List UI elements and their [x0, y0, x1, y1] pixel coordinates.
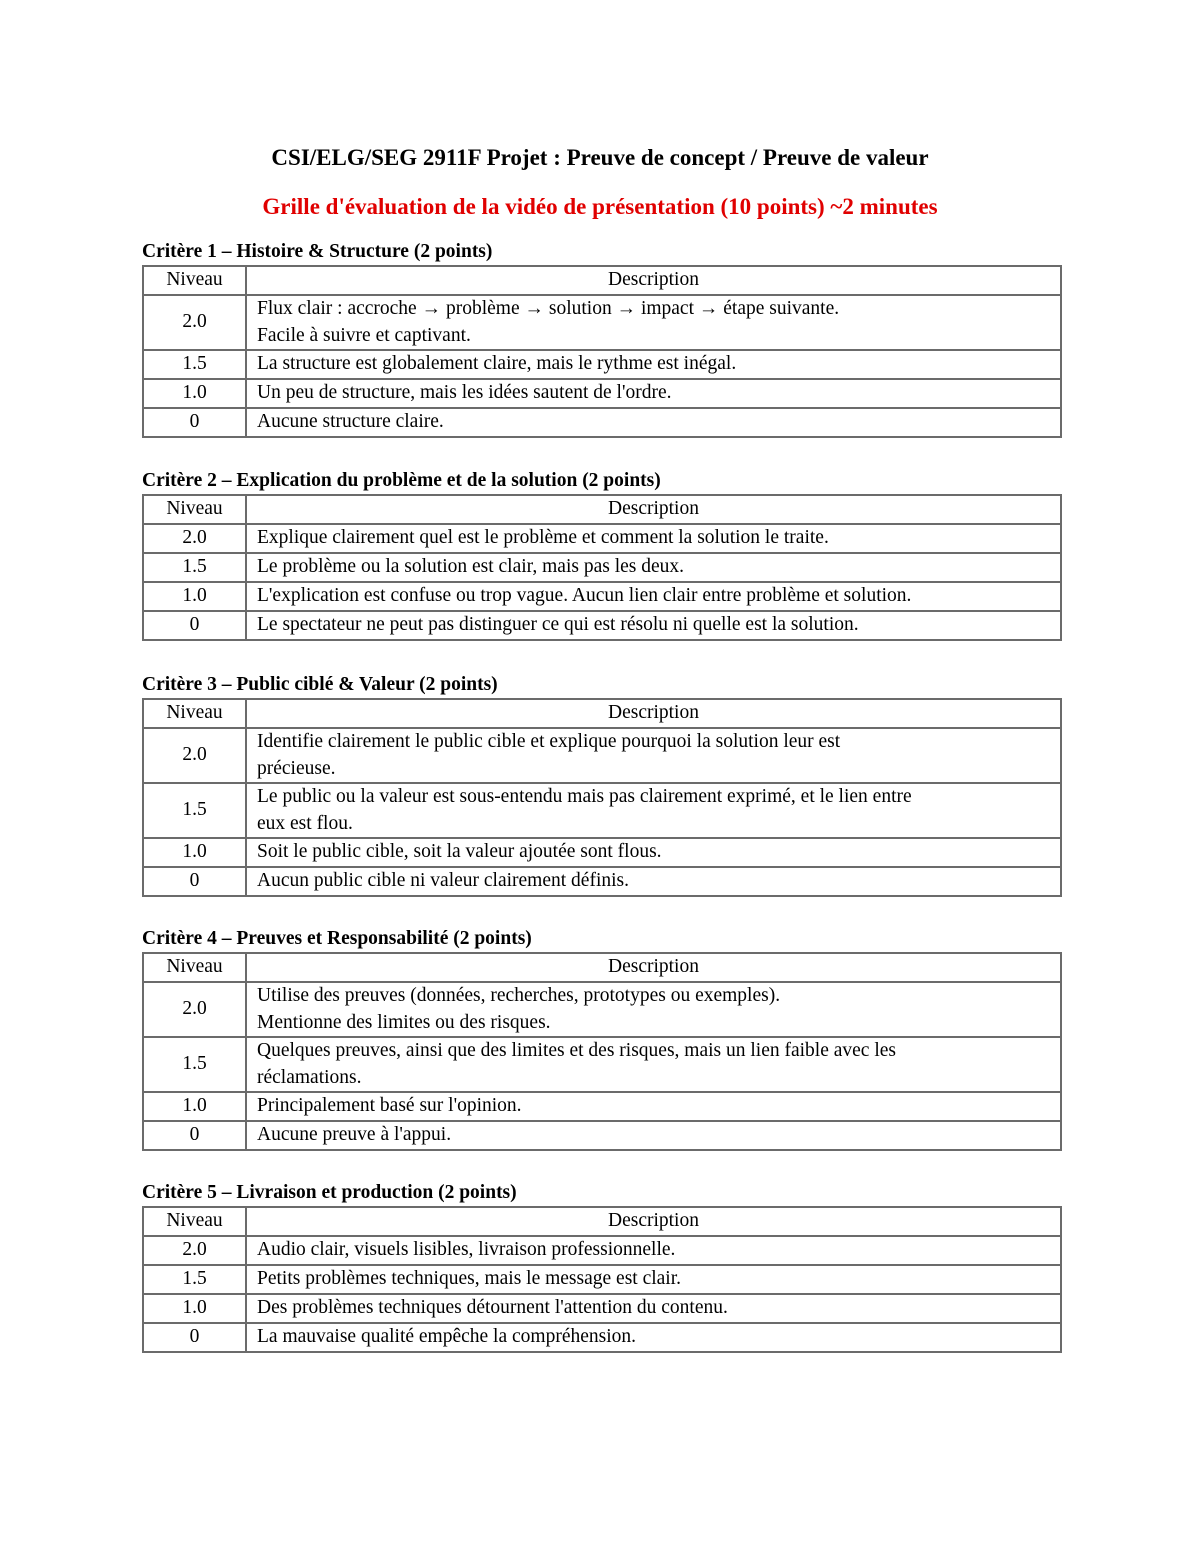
- description-cell: [246, 1121, 1061, 1150]
- rubric-table: [142, 494, 1062, 641]
- rubric-table: [142, 698, 1062, 897]
- description-cell: [246, 867, 1061, 896]
- criterion-heading: Critère 2 – Explication du problème et de la solution (2 points): [142, 470, 661, 491]
- document-subtitle: Grille d'évaluation de la vidéo de présentation (10 points) ~2 minutes: [262, 194, 938, 219]
- description-line: Aucun public cible ni valeur clairement définis.: [257, 870, 629, 892]
- rubric-table: [142, 952, 1062, 1151]
- table-header-row: [143, 953, 1061, 982]
- column-header-level: Niveau: [143, 266, 246, 295]
- description-cell: [246, 838, 1061, 867]
- level-cell: 2.0: [143, 1236, 246, 1265]
- level-cell: 1.0: [143, 379, 246, 408]
- description-cell: [246, 295, 1061, 350]
- level-cell: 1.0: [143, 838, 246, 867]
- column-header-description: Description: [246, 1207, 1061, 1236]
- level-cell: 1.5: [143, 350, 246, 379]
- criterion-1: [142, 239, 1060, 438]
- table-row: [143, 1037, 1061, 1092]
- column-header-description: Description: [246, 699, 1061, 728]
- description-line: eux est flou.: [257, 812, 353, 834]
- description-line: Le problème ou la solution est clair, mais pas les deux.: [257, 556, 685, 578]
- table-row: [143, 295, 1061, 350]
- description-line: Un peu de structure, mais les idées sautent de l'ordre.: [257, 382, 672, 404]
- description-cell: [246, 1092, 1061, 1121]
- description-line: L'explication est confuse ou trop vague. Aucun lien clair entre problème et solution.: [257, 585, 912, 607]
- level-cell: 0: [143, 867, 246, 896]
- description-line: Flux clair : accroche → problème → solution → impact → étape suivante.: [257, 298, 840, 319]
- criterion-heading: Critère 5 – Livraison et production (2 points): [142, 1182, 517, 1203]
- description-line: Le spectateur ne peut pas distinguer ce qui est résolu ni quelle est la solution.: [257, 614, 859, 636]
- table-row: [143, 838, 1061, 867]
- description-cell: [246, 582, 1061, 611]
- level-cell: 1.0: [143, 582, 246, 611]
- description-line: Explique clairement quel est le problème et comment la solution le traite.: [257, 527, 829, 549]
- criterion-heading: Critère 1 – Histoire & Structure (2 points): [142, 241, 493, 262]
- column-header-level: Niveau: [143, 953, 246, 982]
- description-line: Facile à suivre et captivant.: [257, 324, 471, 346]
- table-row: [143, 1265, 1061, 1294]
- description-line: précieuse.: [257, 757, 336, 779]
- criterion-3: [142, 672, 1060, 897]
- criterion-heading: Critère 3 – Public ciblé & Valeur (2 points): [142, 674, 498, 695]
- criterion-5: [142, 1180, 1060, 1353]
- description-cell: [246, 728, 1061, 783]
- table-header-row: [143, 495, 1061, 524]
- table-row: [143, 379, 1061, 408]
- description-line: Utilise des preuves (données, recherches, prototypes ou exemples).: [257, 985, 781, 1006]
- level-cell: 2.0: [143, 524, 246, 553]
- description-cell: [246, 379, 1061, 408]
- level-cell: 0: [143, 1323, 246, 1352]
- table-row: [143, 1092, 1061, 1121]
- rubric-table: [142, 265, 1062, 438]
- level-cell: 1.0: [143, 1294, 246, 1323]
- level-cell: 1.5: [143, 783, 246, 838]
- table-row: [143, 582, 1061, 611]
- table-row: [143, 867, 1061, 896]
- column-header-description: Description: [246, 953, 1061, 982]
- description-cell: [246, 408, 1061, 437]
- level-cell: 1.5: [143, 553, 246, 582]
- description-line: Mentionne des limites ou des risques.: [257, 1011, 551, 1033]
- description-line: La structure est globalement claire, mais le rythme est inégal.: [257, 353, 737, 375]
- description-line: Identifie clairement le public cible et explique pourquoi la solution leur est: [257, 731, 841, 752]
- table-row: [143, 783, 1061, 838]
- description-line: Aucune preuve à l'appui.: [257, 1124, 452, 1146]
- level-cell: 2.0: [143, 728, 246, 783]
- level-cell: 0: [143, 408, 246, 437]
- description-cell: [246, 982, 1061, 1037]
- table-row: [143, 408, 1061, 437]
- description-cell: [246, 783, 1061, 838]
- table-row: [143, 1323, 1061, 1352]
- table-header-row: [143, 699, 1061, 728]
- description-cell: [246, 1294, 1061, 1323]
- table-row: [143, 524, 1061, 553]
- description-cell: [246, 524, 1061, 553]
- description-cell: [246, 1236, 1061, 1265]
- level-cell: 1.5: [143, 1037, 246, 1092]
- description-line: Le public ou la valeur est sous-entendu mais pas clairement exprimé, et le lien entre: [257, 786, 912, 807]
- table-row: [143, 982, 1061, 1037]
- rubric-table: [142, 1206, 1062, 1353]
- description-cell: [246, 1037, 1061, 1092]
- level-cell: 2.0: [143, 982, 246, 1037]
- table-row: [143, 1294, 1061, 1323]
- document-title: CSI/ELG/SEG 2911F Projet : Preuve de concept / Preuve de valeur: [271, 145, 929, 170]
- criterion-4: [142, 926, 1060, 1151]
- table-row: [143, 350, 1061, 379]
- level-cell: 0: [143, 611, 246, 640]
- table-header-row: [143, 266, 1061, 295]
- table-row: [143, 1121, 1061, 1150]
- description-cell: [246, 553, 1061, 582]
- table-row: [143, 611, 1061, 640]
- level-cell: 1.5: [143, 1265, 246, 1294]
- table-row: [143, 728, 1061, 783]
- column-header-description: Description: [246, 495, 1061, 524]
- description-line: Aucune structure claire.: [257, 411, 444, 433]
- description-line: Petits problèmes techniques, mais le message est clair.: [257, 1268, 682, 1290]
- description-line: Audio clair, visuels lisibles, livraison professionnelle.: [257, 1239, 676, 1261]
- criterion-heading: Critère 4 – Preuves et Responsabilité (2 points): [142, 928, 532, 949]
- description-cell: [246, 1265, 1061, 1294]
- column-header-description: Description: [246, 266, 1061, 295]
- table-header-row: [143, 1207, 1061, 1236]
- column-header-level: Niveau: [143, 699, 246, 728]
- description-line: Soit le public cible, soit la valeur ajoutée sont flous.: [257, 841, 662, 863]
- description-line: Quelques preuves, ainsi que des limites et des risques, mais un lien faible avec les: [257, 1040, 896, 1061]
- description-line: réclamations.: [257, 1066, 362, 1088]
- description-line: Des problèmes techniques détournent l'attention du contenu.: [257, 1297, 728, 1319]
- level-cell: 1.0: [143, 1092, 246, 1121]
- table-row: [143, 553, 1061, 582]
- description-line: Principalement basé sur l'opinion.: [257, 1095, 522, 1117]
- description-line: La mauvaise qualité empêche la compréhension.: [257, 1326, 637, 1348]
- column-header-level: Niveau: [143, 495, 246, 524]
- description-cell: [246, 1323, 1061, 1352]
- description-cell: [246, 611, 1061, 640]
- column-header-level: Niveau: [143, 1207, 246, 1236]
- description-cell: [246, 350, 1061, 379]
- criterion-2: [142, 468, 1060, 641]
- table-row: [143, 1236, 1061, 1265]
- level-cell: 2.0: [143, 295, 246, 350]
- level-cell: 0: [143, 1121, 246, 1150]
